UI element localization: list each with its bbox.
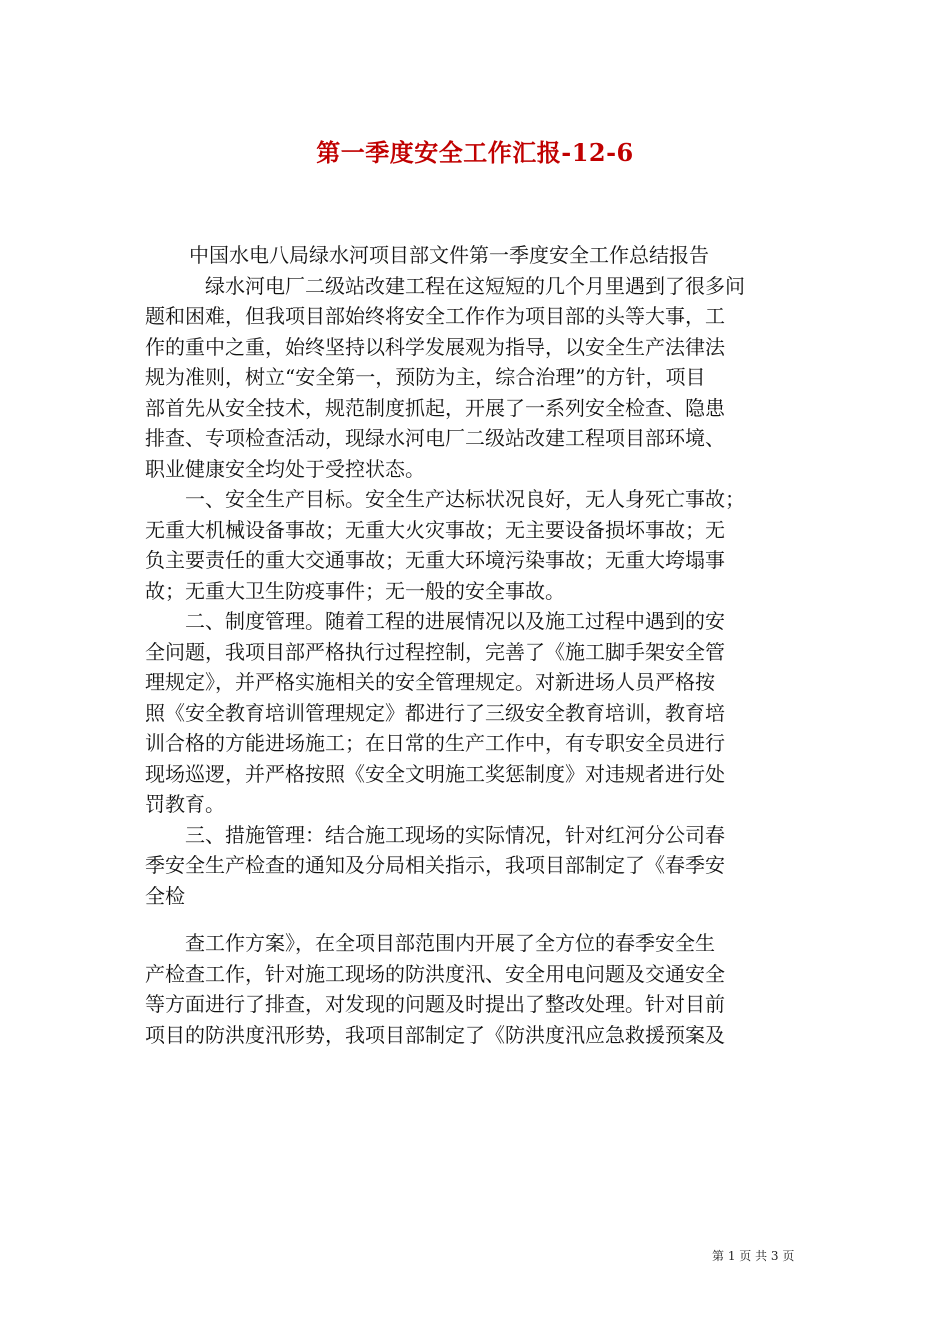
page-number: 第 1 页 共 3 页 (712, 1249, 795, 1263)
body-line: 照《安全教育培训管理规定》都进行了三级安全教育培训，教育培 (145, 700, 725, 725)
body-line: 职业健康安全均处于受控状态。 (145, 456, 425, 481)
body-line: 中国水电八局绿水河项目部文件第一季度安全工作总结报告 (189, 243, 709, 267)
body-line: 训合格的方能进场施工；在日常的生产工作中，有专职安全员进行 (145, 731, 725, 755)
body-line: 产检查工作，针对施工现场的防洪度汛、安全用电问题及交通安全 (145, 961, 725, 986)
body-line: 故；无重大卫生防疫事件；无一般的安全事故。 (145, 578, 565, 603)
body-line: 现场巡逻，并严格按照《安全文明施工奖惩制度》对违规者进行处 (145, 761, 725, 786)
body-line: 部首先从安全技术，规范制度抓起，开展了一系列安全检查、隐患 (145, 395, 725, 420)
body-line: 绿水河电厂二级站改建工程在这短短的几个月里遇到了很多问 (205, 273, 745, 298)
body-line: 作的重中之重，始终坚持以科学发展观为指导，以安全生产法律法 (145, 334, 725, 359)
body-line: 全问题，我项目部严格执行过程控制，完善了《施工脚手架安全管 (145, 639, 725, 664)
body-line: 排查、专项检查活动，现绿水河电厂二级站改建工程项目部环境、 (145, 426, 725, 450)
document-title: 第一季度安全工作汇报-12-6 (316, 138, 634, 167)
body-line: 理规定》，并严格实施相关的安全管理规定。对新进场人员严格按 (145, 670, 715, 694)
body-line: 罚教育。 (145, 792, 225, 816)
body-line: 季安全生产检查的通知及分局相关指示，我项目部制定了《春季安 (145, 853, 725, 877)
body-line: 题和困难，但我项目部始终将安全工作作为项目部的头等大事，工 (145, 304, 725, 328)
page-break-gap (145, 911, 805, 928)
body-line: 全检 (145, 883, 185, 908)
body-line: 一、安全生产目标。安全生产达标状况良好，无人身死亡事故； (185, 487, 745, 511)
body-line: 三、措施管理：结合施工现场的实际情况，针对红河分公司春 (185, 822, 725, 847)
body-line: 规为准则，树立“安全第一，预防为主，综合治理”的方针，项目 (145, 365, 706, 389)
body-line: 项目的防洪度汛形势，我项目部制定了《防洪度汛应急救援预案及 (145, 1022, 725, 1047)
body-line: 负主要责任的重大交通事故；无重大环境污染事故；无重大垮塌事 (145, 548, 725, 572)
body-line: 无重大机械设备事故；无重大火灾事故；无主要设备损坏事故；无 (145, 517, 725, 542)
body-line: 等方面进行了排查，对发现的问题及时提出了整改处理。针对目前 (145, 992, 725, 1016)
body-line: 查工作方案》，在全项目部范围内开展了全方位的春季安全生 (185, 931, 715, 955)
body-line: 二、制度管理。随着工程的进展情况以及施工过程中遇到的安 (185, 609, 725, 633)
document-body (145, 240, 805, 1050)
